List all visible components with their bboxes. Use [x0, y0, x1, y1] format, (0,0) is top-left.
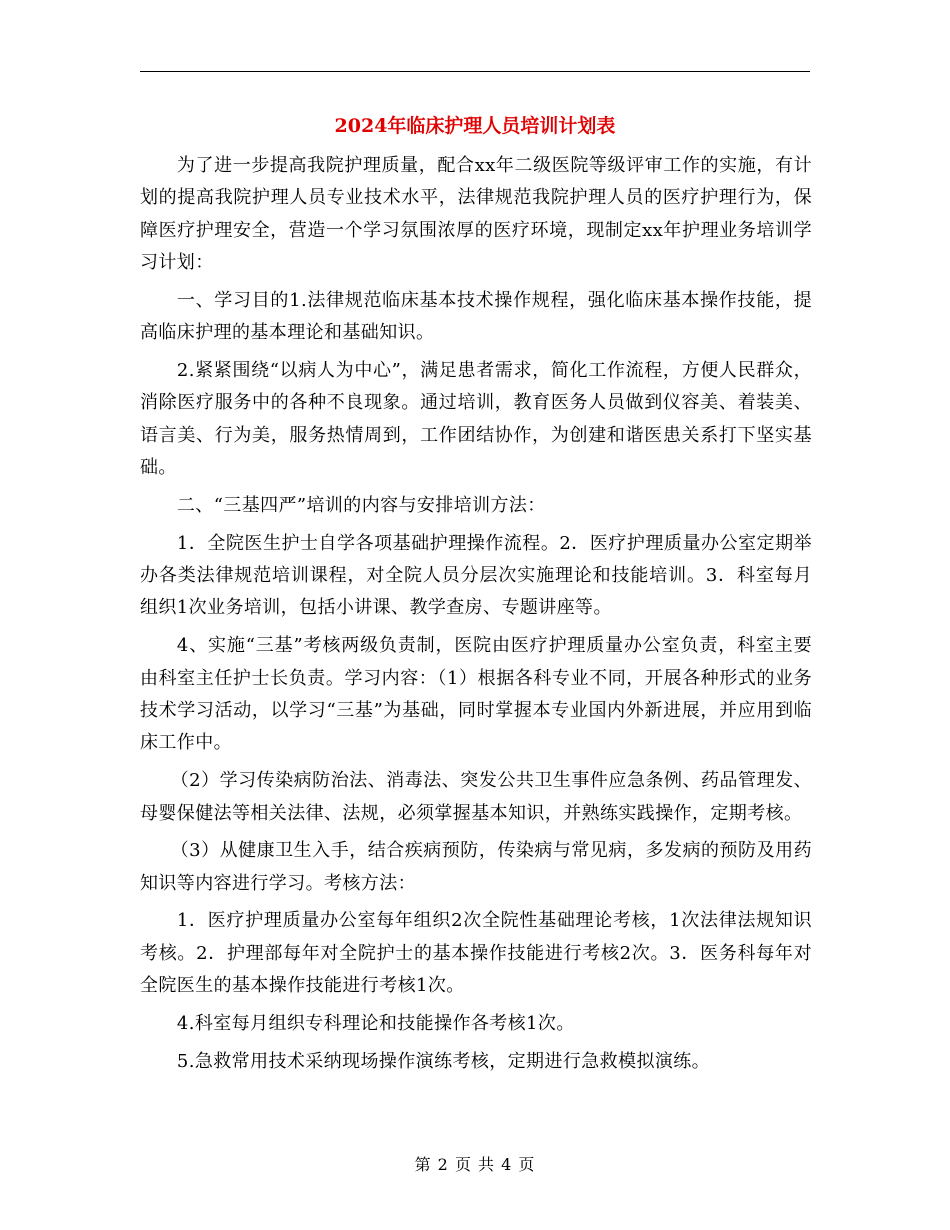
paragraph-training-methods: 1．全院医生护士自学各项基础护理操作流程。2．医疗护理质量办公室定期举办各类法律规范培训课程，对全院人员分层次实施理论和技能培训。3．科室每月组织1次业务培训，包括小讲课、教学查房、专题讲座等。	[140, 532, 812, 619]
paragraph-health-study: （3）从健康卫生入手，结合疾病预防，传染病与常见病，多发病的预防及用药知识等内容进行学习。考核方法：	[140, 840, 812, 894]
paragraph-purpose-2: 2.紧紧围绕“以病人为中心”，满足患者需求，简化工作流程，方便人民群众，消除医疗服务中的各种不良现象。通过培训，教育医务人员做到仪容美、着装美、语言美、行为美，服务热情周到，工作团结协作，为创建和谐医患关系打下坚实基础。	[140, 360, 812, 479]
section-heading-training: 二、“三基四严”培训的内容与安排培训方法：	[176, 494, 546, 516]
page-number: 第 2 页 共 4 页	[414, 1155, 536, 1174]
paragraph-law-study: （2）学习传染病防治法、消毒法、突发公共卫生事件应急条例、药品管理发、母婴保健法等相关法律、法规，必须掌握基本知识，并熟练实践操作，定期考核。	[140, 770, 812, 824]
paragraph-intro: 为了进一步提高我院护理质量，配合xx年二级医院等级评审工作的实施，有计划的提高我院护理人员专业技术水平，法律规范我院护理人员的医疗护理行为，保障医疗护理安全，营造一个学习氛围浓厚的医疗环境，现制定xx年护理业务培训学习计划：	[140, 155, 812, 274]
document-body	[140, 150, 812, 1083]
paragraph-assessment-system: 4、实施“三基”考核两级负责制，医院由医疗护理质量办公室负责，科室主要由科室主任护士长负责。学习内容：（1）根据各科专业不同，开展各种形式的业务技术学习活动，以学习“三基”为基础，同时掌握本专业国内外新进展，并应用到临床工作中。	[140, 635, 812, 754]
header-rule	[140, 71, 810, 72]
document-title: 2024年临床护理人员培训计划表	[334, 115, 616, 137]
paragraph-monthly-exam: 4.科室每月组织专科理论和技能操作各考核1次。	[176, 1012, 575, 1034]
paragraph-exam-schedule: 1．医疗护理质量办公室每年组织2次全院性基础理论考核，1次法律法规知识考核。2．护理部每年对全院护士的基本操作技能进行考核2次。3．医务科每年对全院医生的基本操作技能进行考核1次。	[140, 910, 812, 997]
paragraph-emergency-drill: 5.急救常用技术采纳现场操作演练考核，定期进行急救模拟演练。	[176, 1050, 711, 1072]
paragraph-purpose-1: 一、学习目的1.法律规范临床基本技术操作规程，强化临床基本操作技能，提高临床护理的基本理论和基础知识。	[140, 289, 812, 344]
